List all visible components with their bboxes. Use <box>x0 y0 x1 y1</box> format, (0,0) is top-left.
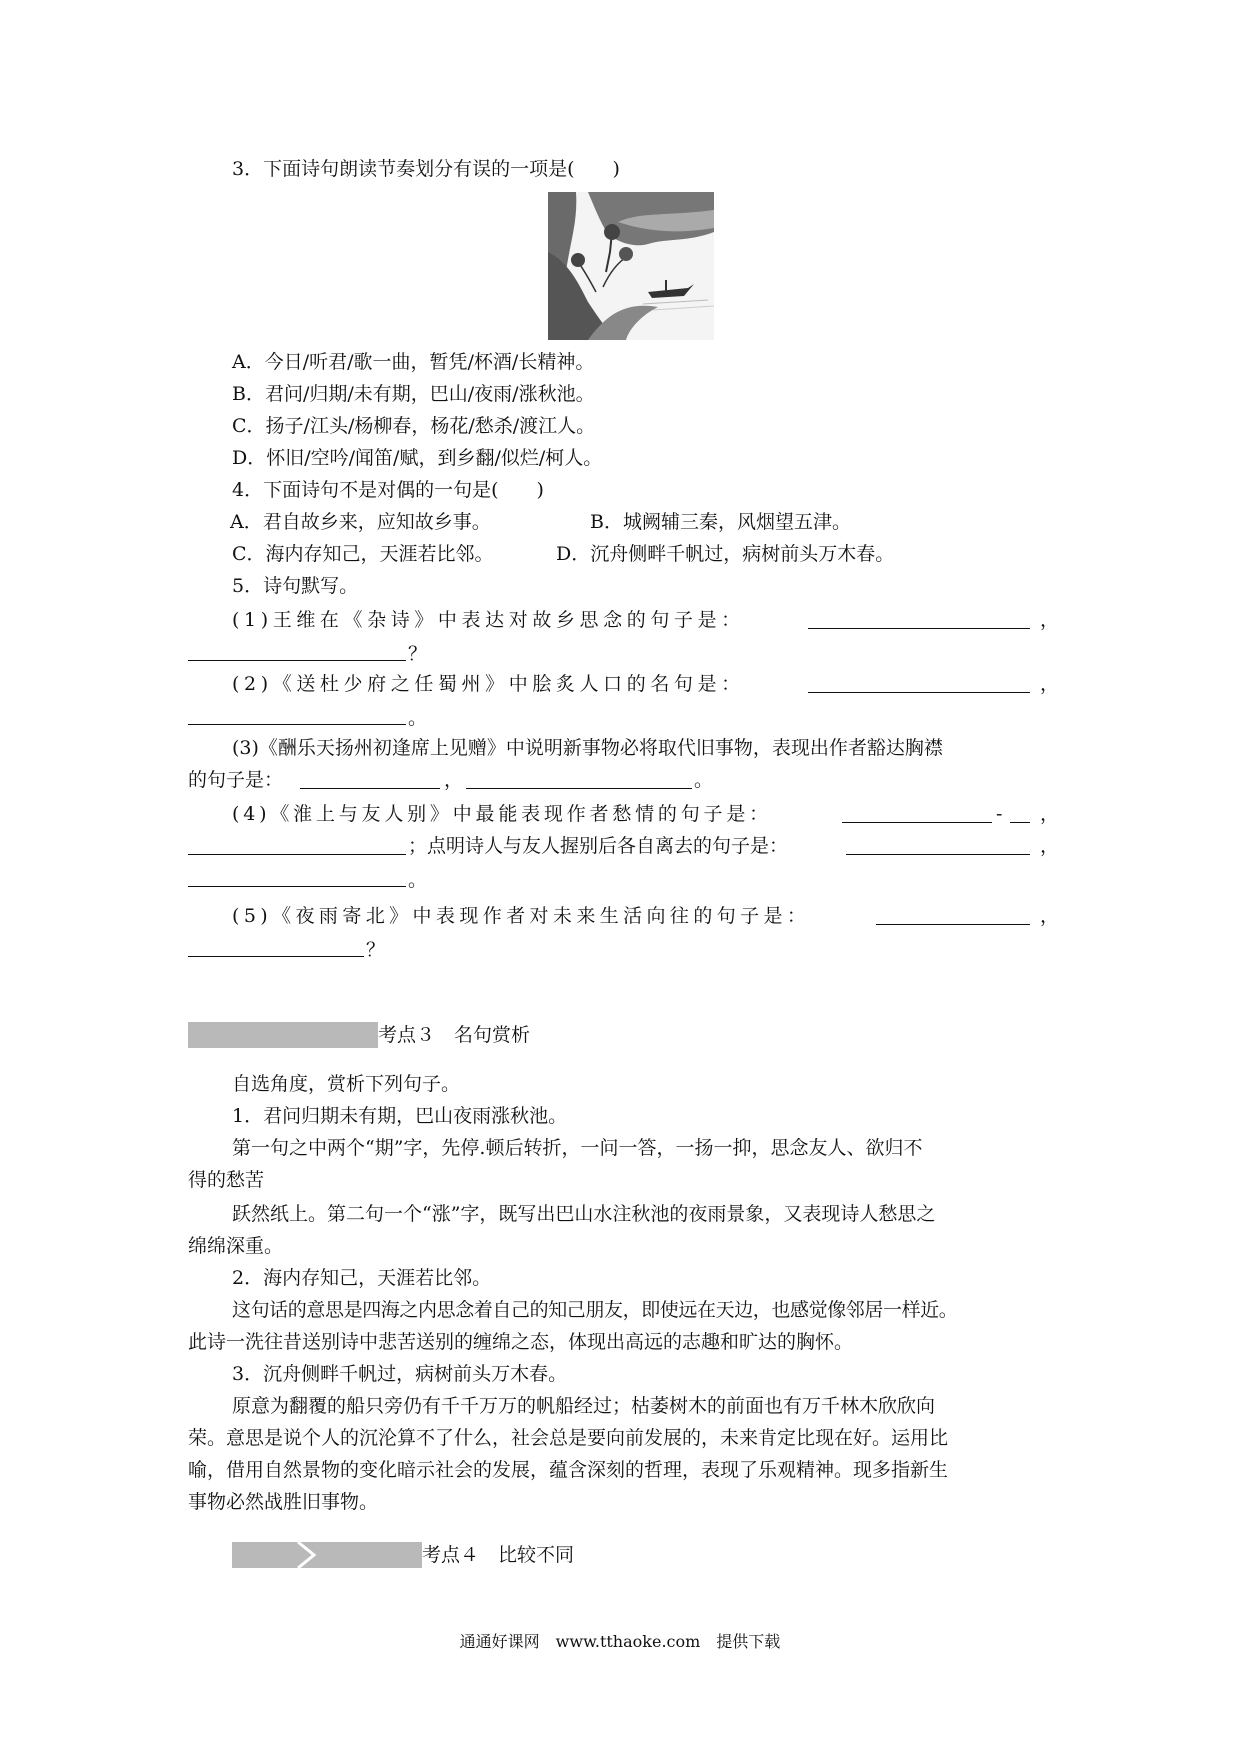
q5-item3-line1: (3)《酬乐天扬州初逢席上见赠》中说明新事物必将取代旧事物，表现出作者豁达胸襟 <box>232 737 943 759</box>
q5-item2-blank1[interactable] <box>808 672 1030 693</box>
q5-item1-blank2[interactable] <box>188 640 406 661</box>
s2-para-line2: 此诗一洗往昔送别诗中悲苦送别的缠绵之态，体现出高远的志趣和旷达的胸怀。 <box>188 1331 854 1353</box>
section3-heading-text: 考点３ 名句赏析 <box>378 1024 531 1046</box>
section4-heading-text: 考点４ 比较不同 <box>422 1544 575 1566</box>
q5-item4-comma2: ， <box>1040 835 1060 857</box>
section3-intro: 自选角度，赏析下列句子。 <box>232 1073 461 1095</box>
q5-item4-text: (4)《淮上与友人别》中最能表现作者愁情的句子是： <box>232 803 772 825</box>
q5-stem: 5．诗句默写。 <box>232 575 359 597</box>
q5-item2-end: 。 <box>408 707 428 729</box>
s3-para-line2: 荣。意思是说个人的沉沦算不了什么，社会总是要向前发展的，未来肯定比现在好。运用比 <box>188 1427 949 1449</box>
section4-heading <box>232 1542 612 1568</box>
q5-item2-blank2[interactable] <box>188 704 406 725</box>
q5-item3-line2: 的句子是： <box>188 769 284 791</box>
q5-item5-text: (5)《夜雨寄北》中表现作者对未来生活向往的句子是： <box>232 905 811 927</box>
chevron-right-icon <box>296 1542 320 1568</box>
q5-item3-end: 。 <box>694 769 714 791</box>
s3-para-line3: 喻，借用自然景物的变化暗示社会的发展，蕴含深刻的哲理，表现了乐观精神。现多指新生 <box>188 1459 949 1481</box>
page-footer: 通通好课网 www.tthaoke.com 提供下载 <box>459 1632 781 1651</box>
q3-option-a: A．今日/听君/歌一曲，暂凭/杯酒/长精神。 <box>232 351 595 373</box>
q5-item4-blank2[interactable] <box>188 834 406 855</box>
landscape-ink-painting <box>548 192 714 340</box>
s3-para-line4: 事物必然战胜旧事物。 <box>188 1491 379 1513</box>
q5-item4-blank-short[interactable] <box>1010 802 1030 823</box>
q5-item4-blank3[interactable] <box>846 834 1030 855</box>
q4-option-a: A．君自故乡来，应知故乡事。 <box>230 511 491 533</box>
q5-item1-text: (1)王维在《杂诗》中表达对故乡思念的句子是： <box>232 609 745 631</box>
section3-heading <box>188 1022 568 1048</box>
s2-para-line1: 这句话的意思是四海之内思念着自己的知己朋友，即使远在天边，也感觉像邻居一样近。 <box>232 1299 958 1321</box>
q4-option-b: B．城阙辅三秦，风烟望五津。 <box>590 511 851 533</box>
q5-item2-comma: ， <box>1040 673 1060 695</box>
q3-option-d: D．怀旧/空吟/闻笛/赋，到乡翻/似烂/柯人。 <box>232 447 603 469</box>
q5-item5-blank1[interactable] <box>876 904 1030 925</box>
q5-item5-blank2[interactable] <box>188 936 364 957</box>
q5-item1-blank1[interactable] <box>808 608 1030 629</box>
heading-bar-shade <box>188 1022 378 1048</box>
q3-stem: 3．下面诗句朗读节奏划分有误的一项是( ) <box>232 158 620 180</box>
q5-item4-end: 。 <box>408 869 428 891</box>
heading-bar-shade <box>232 1542 422 1568</box>
q5-item4-blank4[interactable] <box>188 866 406 887</box>
q5-item3-blank2[interactable] <box>466 768 692 789</box>
q5-item4-mark: - <box>996 803 1003 825</box>
s1-title: 1．君问归期未有期，巴山夜雨涨秋池。 <box>232 1105 568 1127</box>
q3-option-b: B．君问/归期/未有期，巴山/夜雨/涨秋池。 <box>232 383 595 405</box>
s1-para1-line1: 第一句之中两个“期”字，先停.顿后转折，一问一答，一扬一抑，思念友人、欲归不 <box>232 1137 923 1159</box>
s3-para-line1: 原意为翻覆的船只旁仍有千千万万的帆船经过；枯萎树木的前面也有万千林木欣欣向 <box>232 1395 936 1417</box>
s1-para1-line2: 得的愁苦 <box>188 1169 265 1191</box>
q5-item2-text: (2)《送杜少府之任蜀州》中脍炙人口的名句是： <box>232 673 745 695</box>
q5-item3-blank1[interactable] <box>300 768 440 789</box>
s1-para2-line1: 跃然纸上。第二句一个“涨”字，既写出巴山水注秋池的夜雨景象，又表现诗人愁思之 <box>232 1203 936 1225</box>
q5-item1-end: ？ <box>408 643 428 665</box>
q3-option-c: C．扬子/江头/杨柳春，杨花/愁杀/渡江人。 <box>232 415 596 437</box>
q5-item5-comma: ， <box>1040 905 1060 927</box>
q5-item1-comma: ， <box>1040 609 1060 631</box>
q5-item4-comma: ， <box>1040 803 1060 825</box>
s1-para2-line2: 绵绵深重。 <box>188 1235 284 1257</box>
s2-title: 2．海内存知己，天涯若比邻。 <box>232 1267 492 1289</box>
q4-option-c: C．海内存知己，天涯若比邻。 <box>232 543 494 565</box>
q4-stem: 4．下面诗句不是对偶的一句是( ) <box>232 479 544 501</box>
q5-item5-end: ？ <box>366 939 386 961</box>
q4-option-d: D．沉舟侧畔千帆过，病树前头万木春。 <box>556 543 895 565</box>
s3-title: 3．沉舟侧畔千帆过，病树前头万木春。 <box>232 1363 568 1385</box>
q5-item4-mid: ；点明诗人与友人握别后各自离去的句子是： <box>408 835 789 857</box>
q5-item4-blank1[interactable] <box>842 802 992 823</box>
q5-item3-comma: ， <box>444 769 464 791</box>
